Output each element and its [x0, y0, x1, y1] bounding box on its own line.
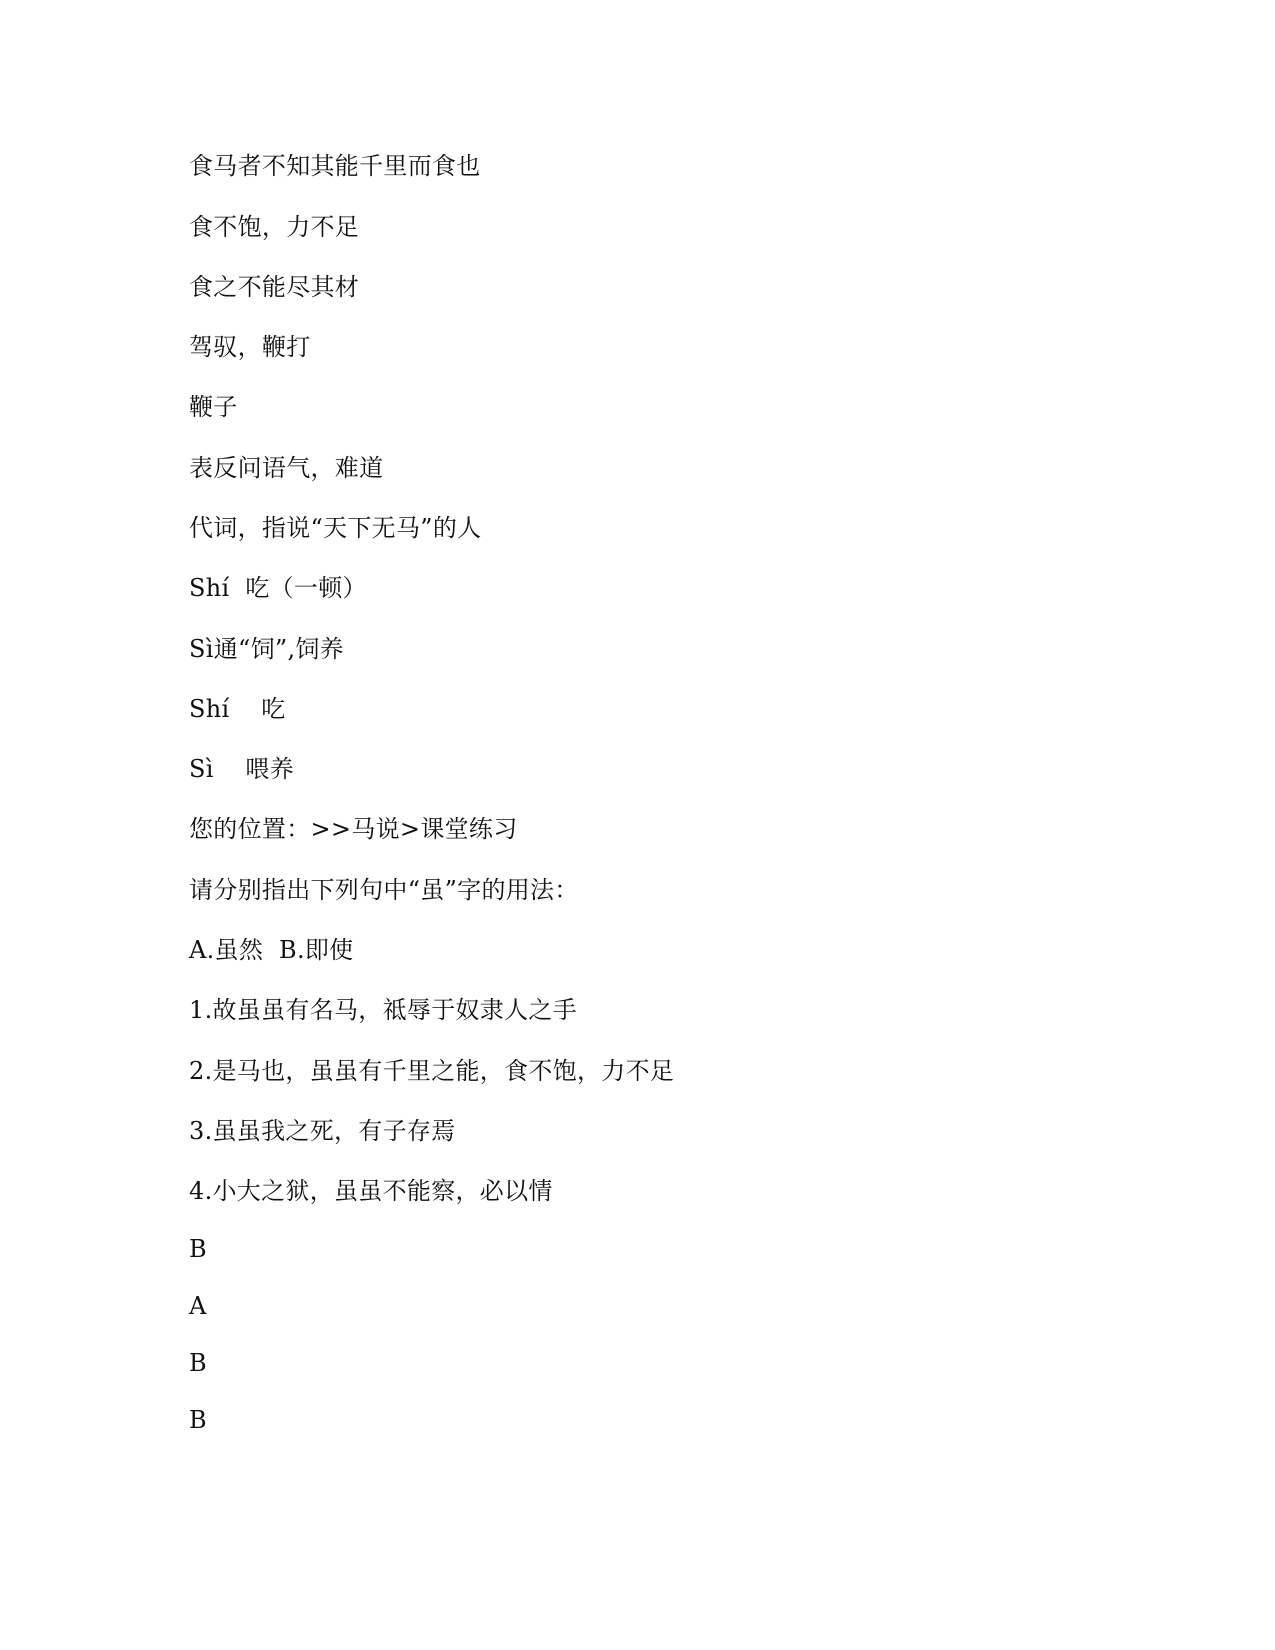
text-line-5: 鞭子: [189, 393, 238, 421]
answer-options: A.虽然 B.即使: [189, 936, 354, 964]
text-line-4: 驾驭，鞭打: [189, 333, 311, 361]
question-item-1: 1.故虽虽有名马，祗辱于奴隶人之手: [189, 996, 577, 1024]
question-item-2: 2.是马也，虽虽有千里之能，食不饱，力不足: [189, 1057, 675, 1085]
answer-1: B: [189, 1235, 207, 1263]
text-line-7: 代词，指说“天下无马”的人: [189, 514, 482, 542]
answer-4: B: [189, 1406, 207, 1434]
text-line-10: Shí 吃: [189, 695, 286, 723]
text-line-9: Sì通“饲”,饲养: [189, 635, 344, 663]
text-line-1: 食马者不知其能千里而食也: [189, 152, 481, 180]
breadcrumb-line: 您的位置：>>马说>课堂练习: [189, 815, 518, 843]
answer-3: B: [189, 1349, 207, 1377]
text-line-11: Sì 喂养: [189, 755, 295, 783]
question-prompt: 请分别指出下列句中“虽”字的用法：: [189, 876, 579, 904]
text-line-2: 食不饱，力不足: [189, 213, 360, 241]
text-line-6: 表反问语气，难道: [189, 454, 384, 482]
answer-2: A: [189, 1292, 207, 1320]
question-item-3: 3.虽虽我之死，有子存焉: [189, 1117, 456, 1145]
text-line-8: Shí 吃（一顿）: [189, 574, 367, 602]
text-line-3: 食之不能尽其材: [189, 273, 360, 301]
question-item-4: 4.小大之狱，虽虽不能察，必以情: [189, 1177, 553, 1205]
